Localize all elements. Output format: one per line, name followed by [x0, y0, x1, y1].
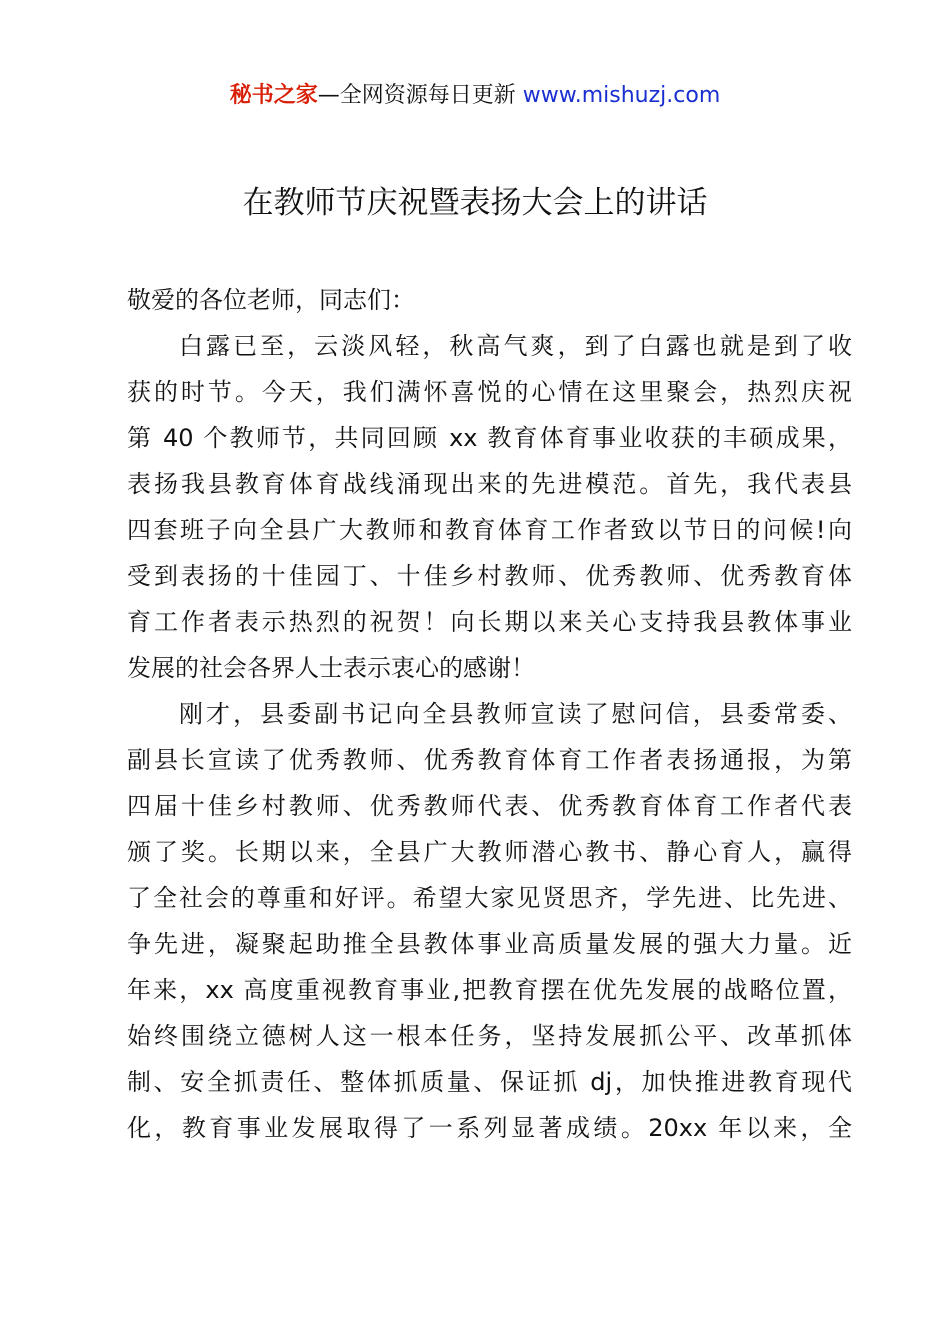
paragraph-1-line: 育工作者表示热烈的祝贺！向长期以来关心支持我县教体事业	[127, 608, 852, 636]
site-url-link[interactable]: www.mishuzj.com	[522, 83, 721, 108]
paragraph-2-line: 了全社会的尊重和好评。希望大家见贤思齐，学先进、比先进、	[127, 884, 852, 912]
paragraph-1-line: 获的时节。今天，我们满怀喜悦的心情在这里聚会，热烈庆祝	[127, 378, 852, 406]
site-slogan: —全网资源每日更新	[317, 83, 523, 108]
paragraph-2-line: 制、安全抓责任、整体抓质量、保证抓 dj，加快推进教育现代	[127, 1068, 852, 1096]
paragraph-2-line: 始终围绕立德树人这一根本任务，坚持发展抓公平、改革抓体	[127, 1022, 852, 1050]
document-title: 在教师节庆祝暨表扬大会上的讲话	[242, 185, 708, 221]
paragraph-2-line: 副县长宣读了优秀教师、优秀教育体育工作者表扬通报，为第	[127, 746, 852, 774]
document-body	[127, 277, 852, 1151]
site-header	[0, 80, 950, 112]
paragraph-1-line: 发展的社会各界人士表示衷心的感谢！	[127, 654, 535, 682]
paragraph-1-line: 第 40 个教师节，共同回顾 xx 教育体育事业收获的丰硕成果，	[127, 424, 852, 452]
paragraph-2-line: 化，教育事业发展取得了一系列显著成绩。20xx 年以来，全	[127, 1114, 852, 1142]
paragraph-2-line: 刚才，县委副书记向全县教师宣读了慰问信，县委常委、	[179, 700, 852, 728]
paragraph-1-line: 受到表扬的十佳园丁、十佳乡村教师、优秀教师、优秀教育体	[127, 562, 852, 590]
paragraph-1-line: 表扬我县教育体育战线涌现出来的先进模范。首先，我代表县	[127, 470, 852, 498]
greeting: 敬爱的各位老师，同志们：	[127, 286, 415, 314]
paragraph-2-line: 颁了奖。长期以来，全县广大教师潜心教书、静心育人，赢得	[127, 838, 852, 866]
paragraph-2-line: 年来，xx 高度重视教育事业,把教育摆在优先发展的战略位置，	[127, 976, 852, 1004]
paragraph-2-line: 四届十佳乡村教师、优秀教师代表、优秀教育体育工作者代表	[127, 792, 852, 820]
paragraph-2-line: 争先进，凝聚起助推全县教体事业高质量发展的强大力量。近	[127, 930, 852, 958]
site-brand: 秘书之家	[229, 83, 318, 108]
paragraph-1-line: 白露已至，云淡风轻，秋高气爽，到了白露也就是到了收	[179, 332, 852, 360]
paragraph-1-line: 四套班子向全县广大教师和教育体育工作者致以节日的问候!向	[127, 516, 852, 544]
